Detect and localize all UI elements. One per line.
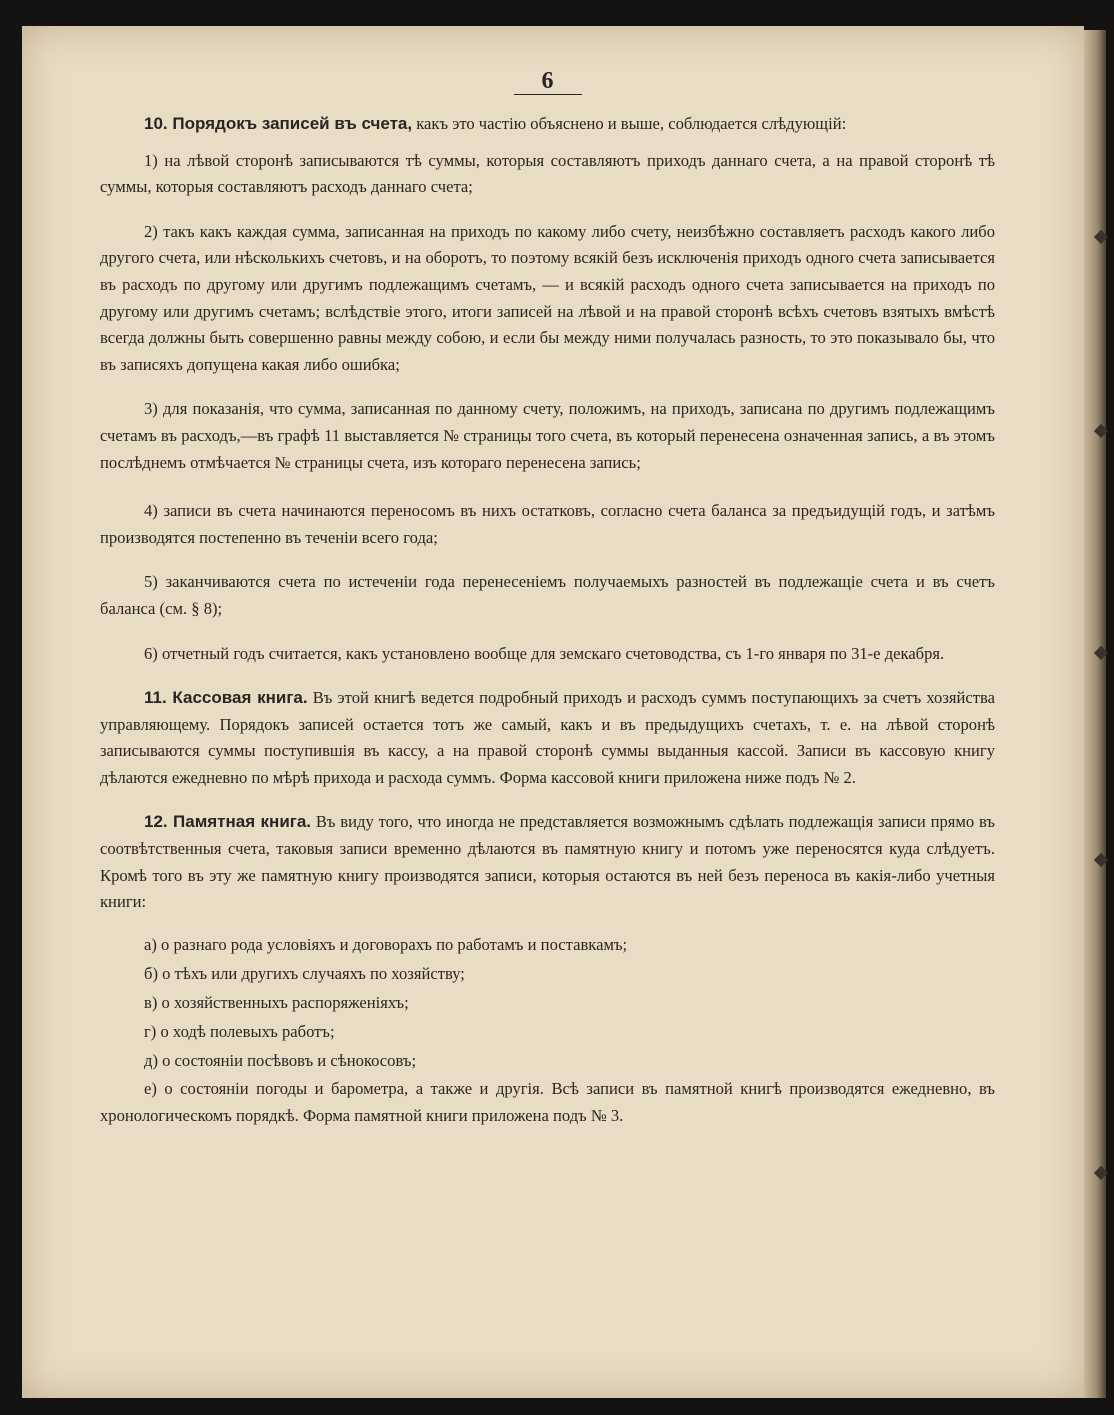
list-item: 5) заканчиваются счета по истеченіи года перенесеніемъ получаемыхъ разностей въ подлежащіе счета и въ счетъ баланса (см. § 8); bbox=[100, 572, 995, 618]
list-item: 3) для показанія, что сумма, записанная по данному счету, положимъ, на приходъ, записана по другимъ подлежащимъ счетамъ въ расходъ,—въ графѣ 11 выставляется № страницы того счета, въ который перенесена означенная запись, а въ этомъ послѣднемъ отмѣчается № страницы счета, изъ котораго перенесена запись; bbox=[100, 399, 995, 472]
section-intro: какъ это частію объяснено и выше, соблюдается слѣдующій: bbox=[412, 114, 847, 133]
list-item: г) о ходѣ полевыхъ работъ; bbox=[144, 1021, 335, 1041]
list-item: б) о тѣхъ или другихъ случаяхъ по хозяйству; bbox=[144, 963, 465, 983]
list-item: в) о хозяйственныхъ распоряженіяхъ; bbox=[144, 992, 409, 1012]
list-item: 2) такъ какъ каждая сумма, записанная на приходъ по какому либо счету, неизбѣжно составляетъ расходъ какого либо другого счета, или нѣсколькихъ счетовъ, и на оборотъ, то поэтому всякій безъ исключенія приходъ одного счета записывается въ расходъ по другому или другимъ подлежащимъ счетамъ, — и всякій расходъ одного счета записывается на приходъ по другому или другимъ счетамъ; вслѣдствіе этого, итоги записей на лѣвой и на правой сторонѣ всѣхъ счетовъ взятыхъ вмѣстѣ всегда должны быть совершенно равны между собою, и если бы между ними получалась разность, то это показывало бы, что въ записяхъ допущена какая либо ошибка; bbox=[100, 221, 995, 374]
list-item: 4) записи въ счета начинаются переносомъ въ нихъ остатковъ, согласно счета баланса за предъидущій годъ, и затѣмъ производятся постепенно въ теченіи всего года; bbox=[100, 501, 995, 547]
section-heading: 10. Порядокъ записей въ счета, bbox=[144, 114, 413, 133]
list-item: 6) отчетный годъ считается, какъ установлено вообще для земскаго счетоводства, съ 1-го января по 31-е декабря. bbox=[144, 643, 945, 663]
section-heading: 12. Памятная книга. bbox=[144, 812, 312, 832]
section-text: Въ этой книгѣ ведется подробный приходъ и расходъ суммъ поступающихъ за счетъ хозяйства управляющему. Порядокъ записей остается тотъ же самый, какъ и въ предыдущихъ счетахъ, т. е. на лѣвой сторонѣ записываются суммы поступившія въ кассу, а на правой сторонѣ суммы выданныя кассой. Записи въ кассовую книгу дѣлаются ежедневно по мѣрѣ прихода и расхода суммъ. Форма кассовой книги приложена ниже подъ № 2. bbox=[100, 688, 995, 787]
section-10-paragraph bbox=[100, 111, 995, 138]
section-text: Въ виду того, что иногда не представляется возможнымъ сдѣлать подлежащія записи прямо въ соотвѣтственныя счета, таковыя записи временно дѣлаются въ памятную книгу и потомъ уже переносятся куда слѣдуетъ. Кромѣ того въ эту же памятную книгу производятся записи, которыя остаются въ ней безъ переноса въ какія-либо учетныя книги: bbox=[100, 812, 995, 912]
page-number: 6 bbox=[100, 68, 995, 95]
memo-book-list bbox=[100, 930, 995, 1129]
list-item: 1) на лѣвой сторонѣ записываются тѣ суммы, которыя составляютъ приходъ даннаго счета, а на правой сторонѣ тѣ суммы, которыя составляютъ расходъ даннаго счета; bbox=[100, 150, 995, 197]
section-heading: 11. Кассовая книга. bbox=[144, 688, 308, 708]
list-item: а) о разнаго рода условіяхъ и договорахъ по работамъ и поставкамъ; bbox=[144, 934, 628, 954]
section-12-paragraph bbox=[100, 809, 995, 915]
text-column bbox=[100, 68, 995, 1129]
list-item: д) о состояніи посѣвовъ и сѣнокосовъ; bbox=[144, 1050, 417, 1070]
section-11-paragraph bbox=[100, 685, 995, 791]
list-item: е) о состояніи погоды и барометра, а также и другія. Всѣ записи въ памятной книгѣ производятся ежедневно, въ хронологическомъ порядкѣ. Форма памятной книги приложена подъ № 3. bbox=[100, 1078, 995, 1125]
